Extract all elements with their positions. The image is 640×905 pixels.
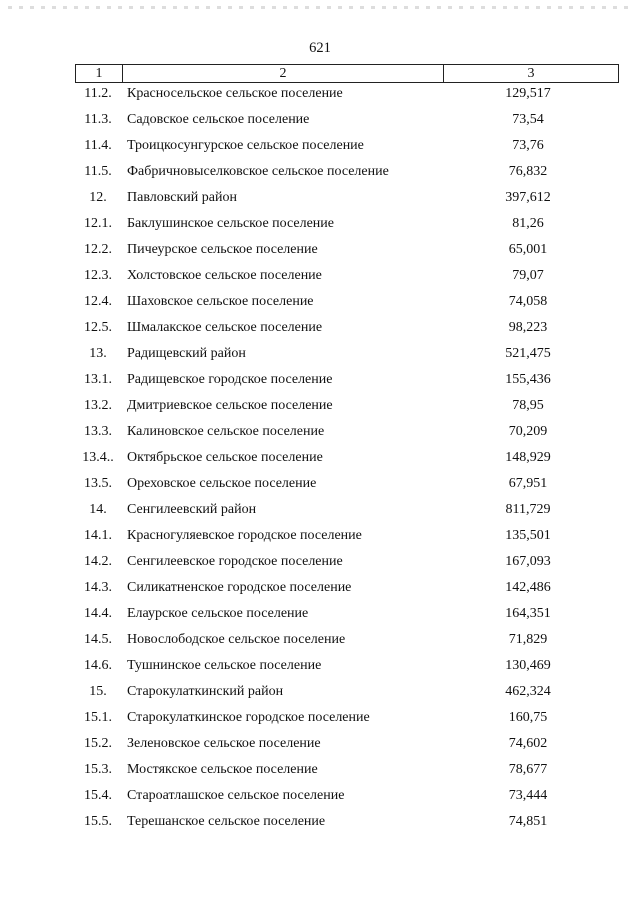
- row-value: 79,07: [512, 268, 544, 283]
- row-number: 13.1.: [84, 372, 112, 387]
- row-value: 74,058: [508, 294, 548, 309]
- row-number: 14.6.: [84, 658, 112, 673]
- row-number: 14.1.: [84, 528, 112, 543]
- row-value: 148,929: [505, 450, 551, 465]
- row-value: 81,26: [512, 216, 544, 231]
- row-value: 73,444: [508, 788, 548, 803]
- table-row: [0, 422, 640, 448]
- row-name: Тушнинское сельское поселение: [127, 658, 322, 673]
- row-name: Баклушинское сельское поселение: [127, 216, 334, 231]
- table-row: [0, 370, 640, 396]
- row-name: Шмалакское сельское поселение: [127, 320, 323, 335]
- table-row: [0, 188, 640, 214]
- column-header-row: [76, 65, 619, 83]
- row-number: 12.: [89, 190, 107, 205]
- row-value: 160,75: [508, 710, 548, 725]
- row-name: Старокулаткинское городское поселение: [127, 710, 370, 725]
- table-row: [0, 214, 640, 240]
- row-name: Троицкосунгурское сельское поселение: [127, 138, 364, 153]
- column-header-3: 3: [444, 65, 619, 83]
- table-row: [0, 812, 640, 838]
- table-row: [0, 682, 640, 708]
- row-name: Садовское сельское поселение: [127, 112, 310, 127]
- table-row: [0, 760, 640, 786]
- row-value: 135,501: [505, 528, 551, 543]
- row-name: Сенгилеевское городское поселение: [127, 554, 343, 569]
- row-name: Радищевский район: [127, 346, 246, 361]
- table-row: [0, 292, 640, 318]
- row-number: 15.4.: [84, 788, 112, 803]
- row-name: Ореховское сельское поселение: [127, 476, 317, 491]
- row-value: 164,351: [505, 606, 551, 621]
- row-number: 11.4.: [84, 138, 112, 153]
- row-value: 74,851: [508, 814, 548, 829]
- row-value: 70,209: [508, 424, 548, 439]
- column-header-table: [75, 64, 619, 83]
- table-row: [0, 162, 640, 188]
- table-row: [0, 396, 640, 422]
- row-number: 14.3.: [84, 580, 112, 595]
- row-value: 129,517: [505, 86, 551, 101]
- row-name: Силикатненское городское поселение: [127, 580, 352, 595]
- table-row: [0, 136, 640, 162]
- row-number: 11.2.: [84, 86, 112, 101]
- table-row: [0, 526, 640, 552]
- row-name: Старокулаткинский район: [127, 684, 284, 699]
- table-row: [0, 344, 640, 370]
- row-value: 397,612: [505, 190, 551, 205]
- table-row: [0, 448, 640, 474]
- table-row: [0, 318, 640, 344]
- row-number: 14.: [89, 502, 107, 517]
- table-row: [0, 708, 640, 734]
- row-value: 521,475: [505, 346, 551, 361]
- row-number: 12.4.: [84, 294, 112, 309]
- row-name: Елаурское сельское поселение: [127, 606, 309, 621]
- row-number: 13.: [89, 346, 107, 361]
- row-value: 811,729: [505, 502, 551, 517]
- row-name: Калиновское сельское поселение: [127, 424, 325, 439]
- row-value: 130,469: [505, 658, 551, 673]
- row-name: Фабричновыселковское сельское поселение: [127, 164, 389, 179]
- row-number: 11.5.: [84, 164, 112, 179]
- row-number: 13.4..: [82, 450, 114, 465]
- row-value: 78,677: [508, 762, 548, 777]
- row-value: 155,436: [505, 372, 551, 387]
- row-name: Пичеурское сельское поселение: [127, 242, 318, 257]
- row-name: Холстовское сельское поселение: [127, 268, 322, 283]
- table-row: [0, 84, 640, 110]
- row-name: Радищевское городское поселение: [127, 372, 333, 387]
- table-row: [0, 240, 640, 266]
- row-name: Павловский район: [127, 190, 237, 205]
- row-value: 67,951: [508, 476, 548, 491]
- row-number: 12.2.: [84, 242, 112, 257]
- row-value: 462,324: [505, 684, 551, 699]
- row-name: Мостякское сельское поселение: [127, 762, 318, 777]
- row-value: 65,001: [508, 242, 548, 257]
- row-name: Красносельское сельское поселение: [127, 86, 343, 101]
- row-number: 13.2.: [84, 398, 112, 413]
- column-header-1: 1: [76, 65, 123, 83]
- row-name: Новослободское сельское поселение: [127, 632, 346, 647]
- row-value: 71,829: [508, 632, 548, 647]
- row-value: 73,76: [512, 138, 544, 153]
- row-value: 78,95: [512, 398, 544, 413]
- table-row: [0, 110, 640, 136]
- row-number: 15.3.: [84, 762, 112, 777]
- table-row: [0, 552, 640, 578]
- row-value: 73,54: [512, 112, 544, 127]
- scan-artifact-top: [8, 6, 628, 9]
- table-row: [0, 578, 640, 604]
- table-row: [0, 604, 640, 630]
- row-value: 98,223: [508, 320, 548, 335]
- row-number: 12.3.: [84, 268, 112, 283]
- table-row: [0, 786, 640, 812]
- row-name: Шаховское сельское поселение: [127, 294, 314, 309]
- row-number: 15.1.: [84, 710, 112, 725]
- row-name: Староатлашское сельское поселение: [127, 788, 345, 803]
- row-name: Дмитриевское сельское поселение: [127, 398, 333, 413]
- row-name: Сенгилеевский район: [127, 502, 257, 517]
- table-body: [0, 84, 640, 838]
- row-number: 12.1.: [84, 216, 112, 231]
- row-name: Октябрьское сельское поселение: [127, 450, 323, 465]
- table-row: [0, 656, 640, 682]
- row-number: 13.5.: [84, 476, 112, 491]
- row-name: Зеленовское сельское поселение: [127, 736, 321, 751]
- row-value: 142,486: [505, 580, 551, 595]
- table-row: [0, 734, 640, 760]
- table-row: [0, 500, 640, 526]
- row-number: 13.3.: [84, 424, 112, 439]
- row-value: 76,832: [508, 164, 548, 179]
- row-number: 15.5.: [84, 814, 112, 829]
- row-number: 15.: [89, 684, 107, 699]
- row-value: 167,093: [505, 554, 551, 569]
- row-number: 14.5.: [84, 632, 112, 647]
- row-name: Терешанское сельское поселение: [127, 814, 326, 829]
- table-row: [0, 474, 640, 500]
- row-number: 11.3.: [84, 112, 112, 127]
- table-row: [0, 266, 640, 292]
- row-number: 14.4.: [84, 606, 112, 621]
- row-name: Красногуляевское городское поселение: [127, 528, 362, 543]
- row-number: 12.5.: [84, 320, 112, 335]
- table-row: [0, 630, 640, 656]
- column-header-2: 2: [123, 65, 444, 83]
- page-number: 621: [309, 40, 331, 56]
- row-number: 15.2.: [84, 736, 112, 751]
- row-value: 74,602: [508, 736, 548, 751]
- row-number: 14.2.: [84, 554, 112, 569]
